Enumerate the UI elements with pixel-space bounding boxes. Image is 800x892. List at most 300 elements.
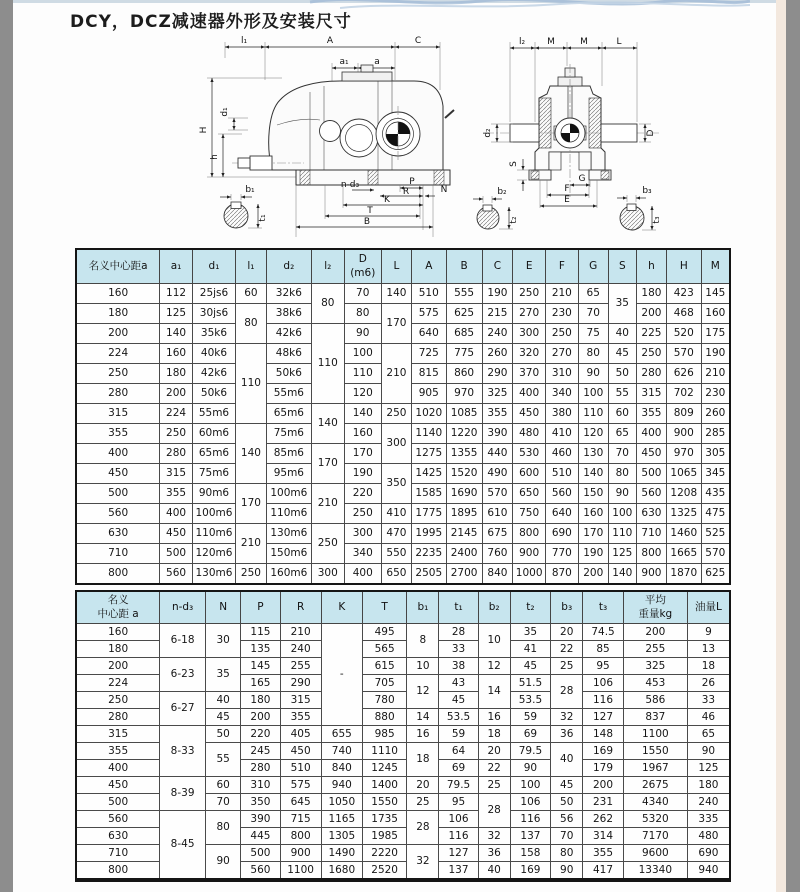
column-header: t₃: [583, 591, 624, 624]
dim-label-b2: b₂: [497, 187, 507, 197]
cell: 1100: [280, 862, 321, 881]
table-row: [76, 726, 730, 743]
cell: 110: [344, 364, 381, 384]
cell: 90m6: [192, 484, 235, 504]
cell: 435: [701, 484, 730, 504]
cell: 80: [578, 344, 608, 364]
cell: 2400: [446, 544, 482, 564]
cell: 240: [687, 794, 730, 811]
dim-label-b1: b₁: [245, 185, 255, 195]
cell: 780: [362, 692, 406, 709]
table-row: [76, 658, 730, 675]
cell: 22: [551, 641, 583, 658]
dim-label-t3: t₃: [652, 216, 662, 224]
cell: 705: [362, 675, 406, 692]
cell: 837: [623, 709, 687, 726]
cell: 160m6: [266, 564, 311, 585]
column-header: n-d₃: [160, 591, 206, 624]
cell: 760: [482, 544, 513, 564]
cell: 170: [344, 444, 381, 464]
cell: 390: [482, 424, 513, 444]
cell: 250: [160, 424, 193, 444]
cell: 300: [311, 564, 344, 585]
cell: 250: [546, 324, 579, 344]
cell: 75m6: [192, 464, 235, 484]
cell: 626: [666, 364, 701, 384]
column-header: T: [362, 591, 406, 624]
cell: 8-33: [160, 726, 206, 777]
column-header: d₁: [192, 249, 235, 284]
cell: 40: [205, 692, 240, 709]
cell: 115: [241, 624, 280, 641]
cell: 70: [344, 284, 381, 304]
column-header: h: [636, 249, 666, 284]
cell: 500: [76, 794, 160, 811]
dim-label-D: D: [646, 129, 656, 137]
cell: 625: [446, 304, 482, 324]
cell: 135: [241, 641, 280, 658]
cell: 1275: [411, 444, 446, 464]
cell: 200: [583, 777, 624, 794]
cell: 13: [687, 641, 730, 658]
cell: 80: [344, 304, 381, 324]
cell: 80: [608, 464, 636, 484]
cell: 525: [701, 524, 730, 544]
cell: 220: [241, 726, 280, 743]
cell: 43: [439, 675, 478, 692]
cell: 6-27: [160, 692, 206, 726]
column-header: H: [666, 249, 701, 284]
cell: 2235: [411, 544, 446, 564]
dim-label-b3: b₃: [642, 186, 652, 196]
cell: 180: [76, 641, 160, 658]
cell: 38k6: [266, 304, 311, 324]
column-header: A: [411, 249, 446, 284]
cell: 65: [608, 424, 636, 444]
table-row: [76, 777, 730, 794]
cell: 50: [551, 794, 583, 811]
cell: 18: [478, 726, 510, 743]
gearbox-end-view: [485, 64, 660, 198]
cell: 1065: [666, 464, 701, 484]
cell: 1110: [362, 743, 406, 760]
dim-label-l2: l₂: [518, 37, 526, 47]
cell: 985: [362, 726, 406, 743]
dim-label-K: K: [384, 195, 390, 205]
cell: 315: [280, 692, 321, 709]
cell: 650: [381, 564, 411, 585]
cell: 120m6: [192, 544, 235, 564]
cell: 600: [513, 464, 546, 484]
cell: 325: [623, 658, 687, 675]
cell: 125: [160, 304, 193, 324]
cell: 231: [583, 794, 624, 811]
column-header: K: [321, 591, 362, 624]
cell: 45: [439, 692, 478, 709]
cell: 200: [241, 709, 280, 726]
column-header: S: [608, 249, 636, 284]
cell: 160: [76, 284, 160, 304]
cell: 1085: [446, 404, 482, 424]
cell: 450: [160, 524, 193, 544]
cell: 165: [241, 675, 280, 692]
cell: 210: [280, 624, 321, 641]
cell: 35: [608, 284, 636, 324]
cell: 20: [407, 777, 439, 794]
cell: 5320: [623, 811, 687, 828]
cell: 645: [280, 794, 321, 811]
cell: 69: [439, 760, 478, 777]
cell: 30: [205, 624, 240, 658]
cell: 250: [76, 692, 160, 709]
cell: 350: [381, 464, 411, 504]
table-row: [76, 692, 730, 709]
cell: 1245: [362, 760, 406, 777]
cell: 340: [344, 544, 381, 564]
cell: 8-45: [160, 811, 206, 881]
cell: 690: [546, 524, 579, 544]
cell: 14: [478, 675, 510, 709]
cell: 900: [636, 564, 666, 585]
cell: 40k6: [192, 344, 235, 364]
cell: 130m6: [266, 524, 311, 544]
cell: 315: [636, 384, 666, 404]
cell: 970: [666, 444, 701, 464]
cell: 65m6: [266, 404, 311, 424]
cell: 100: [344, 344, 381, 364]
cell: 355: [76, 424, 160, 444]
cell: 180: [241, 692, 280, 709]
column-header: N: [205, 591, 240, 624]
cell: 169: [583, 743, 624, 760]
cell: 100: [608, 504, 636, 524]
cell: 90: [344, 324, 381, 344]
cell: -: [321, 624, 362, 726]
column-header: 油量L: [687, 591, 730, 624]
cell: 12: [478, 658, 510, 675]
cell: 180: [687, 777, 730, 794]
cell: 200: [578, 564, 608, 585]
dim-label-L: L: [616, 37, 622, 47]
cell: 560: [636, 484, 666, 504]
cell: 25: [407, 794, 439, 811]
cell: 2145: [446, 524, 482, 544]
cell: 450: [76, 777, 160, 794]
cell: 800: [280, 828, 321, 845]
cell: 125: [608, 544, 636, 564]
cell: 250: [311, 524, 344, 564]
cell: 630: [636, 504, 666, 524]
cell: 95m6: [266, 464, 311, 484]
cell: 125: [687, 760, 730, 777]
cell: 815: [411, 364, 446, 384]
cell: 315: [76, 726, 160, 743]
cell: 38: [439, 658, 478, 675]
cell: 405: [280, 726, 321, 743]
cell: 453: [623, 675, 687, 692]
dim-label-T: T: [367, 206, 373, 216]
cell: 110m6: [192, 524, 235, 544]
cell: 500: [160, 544, 193, 564]
cell: 116: [510, 811, 551, 828]
cell: 32: [478, 828, 510, 845]
cell: 36: [551, 726, 583, 743]
cell: 41: [510, 641, 551, 658]
table-row: [76, 544, 730, 564]
column-header: l₁: [236, 249, 267, 284]
cell: 1220: [446, 424, 482, 444]
cell: 2700: [446, 564, 482, 585]
cell: 90: [687, 743, 730, 760]
table-dimensions-main: [75, 248, 731, 585]
cell: 53.5: [510, 692, 551, 709]
cell: 510: [411, 284, 446, 304]
column-header: b₁: [407, 591, 439, 624]
cell: 90: [578, 364, 608, 384]
cell: 870: [546, 564, 579, 585]
cell: 210: [311, 484, 344, 524]
cell: 390: [241, 811, 280, 828]
cell: 170: [381, 304, 411, 344]
table-row: [76, 424, 730, 444]
cell: 50k6: [192, 384, 235, 404]
cell: 280: [76, 709, 160, 726]
cell: 1355: [446, 444, 482, 464]
cell: 120: [578, 424, 608, 444]
cell: 42k6: [266, 324, 311, 344]
cell: 1895: [446, 504, 482, 524]
cell: 575: [280, 777, 321, 794]
cell: 260: [482, 344, 513, 364]
cell: 1100: [623, 726, 687, 743]
dim-label-a1: a₁: [339, 57, 349, 67]
cell: 116: [439, 828, 478, 845]
cell: 50k6: [266, 364, 311, 384]
cell: 355: [482, 404, 513, 424]
shaft-section-b3t3: [617, 195, 656, 230]
cell: 140: [311, 404, 344, 444]
shaft-section-b2t2: [473, 196, 513, 229]
cell: 106: [439, 811, 478, 828]
cell: 940: [321, 777, 362, 794]
cell: 520: [666, 324, 701, 344]
cell: 1985: [362, 828, 406, 845]
cell: 150m6: [266, 544, 311, 564]
cell: 75: [578, 324, 608, 344]
cell: 355: [76, 743, 160, 760]
cell: 480: [513, 424, 546, 444]
cell: 32: [551, 709, 583, 726]
cell: 1735: [362, 811, 406, 828]
cell: 140: [608, 564, 636, 585]
table-row: [76, 811, 730, 828]
cell: 100: [510, 777, 551, 794]
cell: 565: [362, 641, 406, 658]
cell: 230: [546, 304, 579, 324]
cell: 250: [381, 404, 411, 424]
cell: 450: [280, 743, 321, 760]
cell: 40: [478, 862, 510, 881]
cell: 215: [482, 304, 513, 324]
cell: 12: [407, 675, 439, 709]
cell: 800: [513, 524, 546, 544]
cell: 340: [546, 384, 579, 404]
cell: 270: [546, 344, 579, 364]
cell: 770: [546, 544, 579, 564]
cell: 345: [701, 464, 730, 484]
cell: 35: [205, 658, 240, 692]
cell: 70: [205, 794, 240, 811]
cell: 65: [578, 284, 608, 304]
column-header: F: [546, 249, 579, 284]
dim-label-E: E: [564, 195, 570, 205]
cell: 110: [236, 344, 267, 424]
cell: 180: [76, 304, 160, 324]
cell: 380: [546, 404, 579, 424]
cell: 280: [76, 384, 160, 404]
cell: 625: [701, 564, 730, 585]
cell: 9600: [623, 845, 687, 862]
cell: 55m6: [266, 384, 311, 404]
cell: 220: [344, 484, 381, 504]
cell: 460: [546, 444, 579, 464]
cell: 715: [280, 811, 321, 828]
cell: 970: [446, 384, 482, 404]
dim-label-t1: t₁: [258, 214, 268, 222]
cell: 80: [551, 845, 583, 862]
cell: 1995: [411, 524, 446, 544]
dim-label-R: R: [402, 187, 410, 197]
cell: 33: [687, 692, 730, 709]
cell: 510: [546, 464, 579, 484]
table-row: [76, 464, 730, 484]
cell: 100m6: [192, 504, 235, 524]
cell: 530: [513, 444, 546, 464]
cell: 190: [701, 344, 730, 364]
cell: 475: [701, 504, 730, 524]
cell: 25: [551, 658, 583, 675]
table-dimensions-mounting: [75, 590, 731, 882]
cell: 685: [446, 324, 482, 344]
scan-artifact-graphic: [300, 0, 750, 10]
cell: 400: [513, 384, 546, 404]
cell: 170: [578, 524, 608, 544]
cell: 325: [482, 384, 513, 404]
cell: 775: [446, 344, 482, 364]
cell: 33: [439, 641, 478, 658]
cell: 85: [583, 641, 624, 658]
cell: 170: [236, 484, 267, 524]
cell: 6-23: [160, 658, 206, 692]
cell: 200: [636, 304, 666, 324]
dim-label-A: A: [326, 36, 334, 46]
table-row: [76, 624, 730, 641]
cell: 1585: [411, 484, 446, 504]
cell: 900: [666, 424, 701, 444]
cell: 158: [510, 845, 551, 862]
cell: 314: [583, 828, 624, 845]
cell: 60: [205, 777, 240, 794]
cell: 90: [551, 862, 583, 881]
cell: 30js6: [192, 304, 235, 324]
page-title: DCY，DCZ减速器外形及安装尺寸: [70, 12, 352, 32]
cell: 500: [241, 845, 280, 862]
cell: 355: [636, 404, 666, 424]
cell: 570: [701, 544, 730, 564]
cell: 55: [205, 743, 240, 777]
header-row: [76, 591, 730, 624]
cell: 500: [636, 464, 666, 484]
cell: 210: [701, 364, 730, 384]
cell: 190: [482, 284, 513, 304]
cell: 1020: [411, 404, 446, 424]
cell: 137: [510, 828, 551, 845]
cell: 160: [701, 304, 730, 324]
cell: 35k6: [192, 324, 235, 344]
cell: 1425: [411, 464, 446, 484]
cell: 355: [160, 484, 193, 504]
cell: 610: [482, 504, 513, 524]
cell: 120: [344, 384, 381, 404]
cell: 440: [482, 444, 513, 464]
cell: 800: [76, 862, 160, 881]
cell: 710: [636, 524, 666, 544]
dim-label-a: a: [374, 57, 380, 67]
dim-label-M2: M: [580, 37, 588, 47]
cell: 560: [241, 862, 280, 881]
cell: 615: [362, 658, 406, 675]
cell: 200: [160, 384, 193, 404]
dim-label-d1: d₁: [220, 107, 230, 117]
cell: 560: [546, 484, 579, 504]
cell: 2675: [623, 777, 687, 794]
cell: 145: [241, 658, 280, 675]
cell: 28: [439, 624, 478, 641]
cell: 290: [280, 675, 321, 692]
cell: 1400: [362, 777, 406, 794]
cell: 560: [76, 811, 160, 828]
cell: 16: [478, 709, 510, 726]
cell: 335: [687, 811, 730, 828]
cell: 280: [636, 364, 666, 384]
cell: 560: [76, 504, 160, 524]
cell: 65m6: [192, 444, 235, 464]
cell: 350: [241, 794, 280, 811]
cell: 270: [513, 304, 546, 324]
cell: 50: [608, 364, 636, 384]
cell: 95: [439, 794, 478, 811]
cell: 690: [687, 845, 730, 862]
cell: 25js6: [192, 284, 235, 304]
cell: 400: [76, 444, 160, 464]
column-header: E: [513, 249, 546, 284]
cell: 1690: [446, 484, 482, 504]
cell: 59: [439, 726, 478, 743]
dim-label-F: F: [564, 184, 570, 194]
cell: 28: [407, 811, 439, 845]
table-row: [76, 564, 730, 585]
cell: 79.5: [439, 777, 478, 794]
table-row: [76, 344, 730, 364]
cell: 1967: [623, 760, 687, 777]
cell: 250: [236, 564, 267, 585]
cell: 1680: [321, 862, 362, 881]
cell: 13340: [623, 862, 687, 881]
cell: 300: [513, 324, 546, 344]
cell: 137: [439, 862, 478, 881]
cell: 59: [510, 709, 551, 726]
cell: 230: [701, 384, 730, 404]
